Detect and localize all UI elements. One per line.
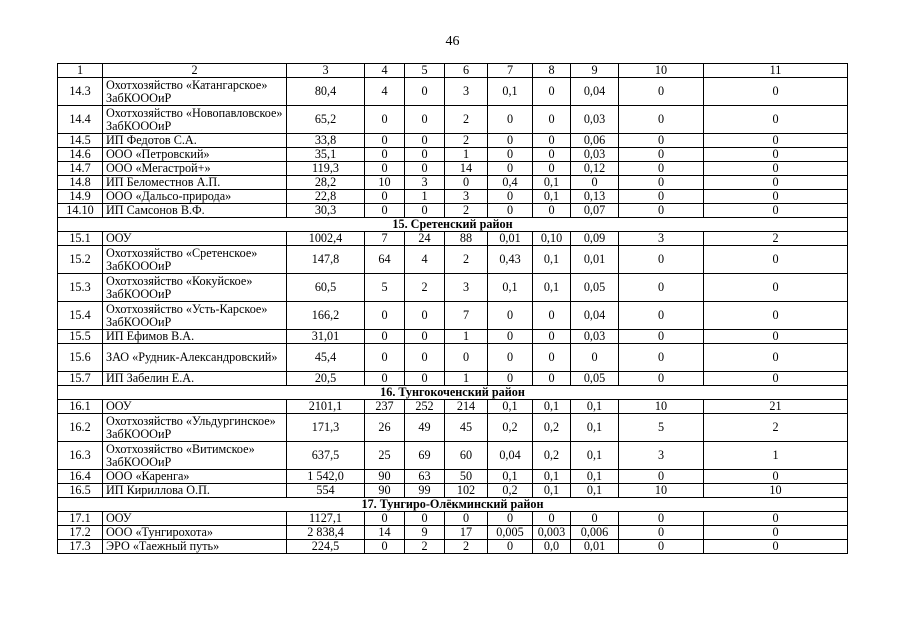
header-cell: 11: [704, 64, 848, 78]
value-cell: 252: [405, 400, 445, 414]
organization-cell: ООУ: [103, 400, 287, 414]
value-cell: 1002,4: [287, 232, 365, 246]
value-cell: 0: [704, 274, 848, 302]
value-cell: 554: [287, 484, 365, 498]
organization-cell: ООУ: [103, 232, 287, 246]
value-cell: 2: [445, 246, 488, 274]
value-cell: 0,0: [533, 540, 571, 554]
value-cell: 1127,1: [287, 512, 365, 526]
value-cell: 10: [619, 400, 704, 414]
value-cell: 0: [533, 106, 571, 134]
value-cell: 0,03: [571, 106, 619, 134]
value-cell: 24: [405, 232, 445, 246]
value-cell: 0,01: [571, 540, 619, 554]
value-cell: 0,01: [488, 232, 533, 246]
row-id-cell: 14.4: [58, 106, 103, 134]
row-id-cell: 14.5: [58, 134, 103, 148]
value-cell: 0: [405, 134, 445, 148]
organization-cell: ЗАО «Рудник-Александровский»: [103, 344, 287, 372]
value-cell: 0: [704, 540, 848, 554]
value-cell: 4: [405, 246, 445, 274]
value-cell: 7: [445, 302, 488, 330]
header-cell: 1: [58, 64, 103, 78]
value-cell: 0,03: [571, 330, 619, 344]
value-cell: 0: [365, 330, 405, 344]
value-cell: 80,4: [287, 78, 365, 106]
value-cell: 0: [704, 512, 848, 526]
value-cell: 49: [405, 414, 445, 442]
header-cell: 5: [405, 64, 445, 78]
value-cell: 0: [704, 162, 848, 176]
value-cell: 0,05: [571, 274, 619, 302]
row-id-cell: 15.2: [58, 246, 103, 274]
value-cell: 0: [704, 78, 848, 106]
value-cell: 0: [405, 302, 445, 330]
value-cell: 3: [619, 442, 704, 470]
value-cell: 0,09: [571, 232, 619, 246]
row-id-cell: 15.7: [58, 372, 103, 386]
value-cell: 637,5: [287, 442, 365, 470]
row-id-cell: 14.8: [58, 176, 103, 190]
organization-cell: ИП Ефимов В.А.: [103, 330, 287, 344]
value-cell: 2101,1: [287, 400, 365, 414]
value-cell: 0,1: [488, 400, 533, 414]
value-cell: 0: [488, 106, 533, 134]
value-cell: 0: [365, 106, 405, 134]
value-cell: 0: [405, 344, 445, 372]
value-cell: 0,43: [488, 246, 533, 274]
header-cell: 8: [533, 64, 571, 78]
value-cell: 0,1: [571, 484, 619, 498]
value-cell: 0,1: [533, 176, 571, 190]
value-cell: 0,03: [571, 148, 619, 162]
value-cell: 33,8: [287, 134, 365, 148]
table-row: [58, 134, 848, 148]
row-id-cell: 15.3: [58, 274, 103, 302]
value-cell: 0,4: [488, 176, 533, 190]
value-cell: 0: [619, 148, 704, 162]
organization-cell: ИП Кириллова О.П.: [103, 484, 287, 498]
table-row: [58, 372, 848, 386]
value-cell: 0: [405, 148, 445, 162]
value-cell: 0: [571, 176, 619, 190]
value-cell: 21: [704, 400, 848, 414]
value-cell: 0: [571, 344, 619, 372]
page-number: 46: [445, 34, 460, 49]
value-cell: 0: [365, 344, 405, 372]
value-cell: 0,2: [533, 414, 571, 442]
section-title: 16. Тунгокоченский район: [58, 386, 848, 400]
value-cell: 0: [704, 302, 848, 330]
value-cell: 0,1: [533, 470, 571, 484]
value-cell: 0: [405, 372, 445, 386]
value-cell: 0,1: [533, 484, 571, 498]
value-cell: 10: [704, 484, 848, 498]
organization-cell: Охотхозяйство «Кокуйское» ЗабКОООиР: [103, 274, 287, 302]
value-cell: 0: [445, 512, 488, 526]
value-cell: 3: [445, 190, 488, 204]
value-cell: 0: [619, 344, 704, 372]
value-cell: 14: [365, 526, 405, 540]
row-id-cell: 16.1: [58, 400, 103, 414]
value-cell: 0,1: [488, 274, 533, 302]
value-cell: 0: [619, 134, 704, 148]
value-cell: 0: [488, 134, 533, 148]
value-cell: 0: [365, 148, 405, 162]
organization-cell: Охотхозяйство «Витимское» ЗабКОООиР: [103, 442, 287, 470]
value-cell: 0,1: [488, 470, 533, 484]
organization-cell: ИП Беломестнов А.П.: [103, 176, 287, 190]
value-cell: 0: [488, 330, 533, 344]
value-cell: 0: [619, 302, 704, 330]
value-cell: 166,2: [287, 302, 365, 330]
value-cell: 0: [704, 372, 848, 386]
value-cell: 25: [365, 442, 405, 470]
value-cell: 0: [704, 330, 848, 344]
section-row: [58, 218, 848, 232]
value-cell: 3: [445, 274, 488, 302]
value-cell: 5: [619, 414, 704, 442]
value-cell: 2: [405, 540, 445, 554]
value-cell: 171,3: [287, 414, 365, 442]
table-row: [58, 330, 848, 344]
value-cell: 0,05: [571, 372, 619, 386]
value-cell: 0: [619, 274, 704, 302]
value-cell: 0: [704, 470, 848, 484]
organization-cell: ООО «Каренга»: [103, 470, 287, 484]
row-id-cell: 15.5: [58, 330, 103, 344]
value-cell: 0: [704, 190, 848, 204]
value-cell: 35,1: [287, 148, 365, 162]
value-cell: 2: [445, 540, 488, 554]
value-cell: 0,1: [533, 190, 571, 204]
data-table: [57, 63, 848, 554]
table-row: [58, 190, 848, 204]
value-cell: 0: [488, 162, 533, 176]
row-id-cell: 15.4: [58, 302, 103, 330]
value-cell: 0: [619, 526, 704, 540]
value-cell: 64: [365, 246, 405, 274]
table-row: [58, 540, 848, 554]
value-cell: 0: [405, 330, 445, 344]
table-row: [58, 484, 848, 498]
row-id-cell: 15.6: [58, 344, 103, 372]
value-cell: 3: [445, 78, 488, 106]
value-cell: 0: [365, 540, 405, 554]
value-cell: 28,2: [287, 176, 365, 190]
value-cell: 0: [704, 526, 848, 540]
value-cell: 1: [704, 442, 848, 470]
value-cell: 0: [533, 148, 571, 162]
value-cell: 26: [365, 414, 405, 442]
value-cell: 0: [704, 106, 848, 134]
value-cell: 0,04: [488, 442, 533, 470]
value-cell: 0,1: [533, 246, 571, 274]
value-cell: 0: [405, 78, 445, 106]
value-cell: 1: [405, 190, 445, 204]
table-row: [58, 512, 848, 526]
organization-cell: Охотхозяйство «Ульдургинское» ЗабКОООиР: [103, 414, 287, 442]
table-row: [58, 400, 848, 414]
value-cell: 0: [488, 148, 533, 162]
value-cell: 60: [445, 442, 488, 470]
value-cell: 1: [445, 372, 488, 386]
value-cell: 2: [445, 134, 488, 148]
value-cell: 0: [488, 540, 533, 554]
value-cell: 0: [445, 176, 488, 190]
value-cell: 0: [365, 512, 405, 526]
organization-cell: ЭРО «Таежный путь»: [103, 540, 287, 554]
value-cell: 0: [488, 302, 533, 330]
section-row: [58, 498, 848, 512]
value-cell: 0: [619, 162, 704, 176]
value-cell: 0: [365, 204, 405, 218]
organization-cell: ООО «Петровский»: [103, 148, 287, 162]
value-cell: 31,01: [287, 330, 365, 344]
value-cell: 0: [704, 204, 848, 218]
value-cell: 0: [619, 512, 704, 526]
row-id-cell: 14.3: [58, 78, 103, 106]
value-cell: 0: [619, 204, 704, 218]
value-cell: 45,4: [287, 344, 365, 372]
value-cell: 0: [619, 246, 704, 274]
table-row: [58, 232, 848, 246]
organization-cell: ИП Самсонов В.Ф.: [103, 204, 287, 218]
value-cell: 0: [704, 134, 848, 148]
header-cell: 6: [445, 64, 488, 78]
table-row: [58, 344, 848, 372]
value-cell: 9: [405, 526, 445, 540]
value-cell: 0: [365, 162, 405, 176]
value-cell: 30,3: [287, 204, 365, 218]
value-cell: 0: [488, 190, 533, 204]
value-cell: 102: [445, 484, 488, 498]
organization-cell: ООУ: [103, 512, 287, 526]
value-cell: 5: [365, 274, 405, 302]
row-id-cell: 17.3: [58, 540, 103, 554]
organization-cell: ООО «Дальсо-природа»: [103, 190, 287, 204]
organization-cell: ООО «Мегастрой+»: [103, 162, 287, 176]
value-cell: 0,006: [571, 526, 619, 540]
value-cell: 60,5: [287, 274, 365, 302]
header-cell: 2: [103, 64, 287, 78]
row-id-cell: 16.2: [58, 414, 103, 442]
row-id-cell: 17.2: [58, 526, 103, 540]
value-cell: 0,1: [533, 400, 571, 414]
value-cell: 3: [405, 176, 445, 190]
row-id-cell: 14.10: [58, 204, 103, 218]
organization-cell: Охотхозяйство «Катангарское» ЗабКОООиР: [103, 78, 287, 106]
row-id-cell: 16.5: [58, 484, 103, 498]
value-cell: 0,07: [571, 204, 619, 218]
row-id-cell: 16.4: [58, 470, 103, 484]
row-id-cell: 14.9: [58, 190, 103, 204]
value-cell: 17: [445, 526, 488, 540]
value-cell: 0: [704, 148, 848, 162]
value-cell: 0: [533, 344, 571, 372]
row-id-cell: 14.6: [58, 148, 103, 162]
value-cell: 0: [533, 162, 571, 176]
value-cell: 0,01: [571, 246, 619, 274]
value-cell: 2 838,4: [287, 526, 365, 540]
value-cell: 214: [445, 400, 488, 414]
value-cell: 0,12: [571, 162, 619, 176]
value-cell: 0: [488, 372, 533, 386]
value-cell: 0: [365, 372, 405, 386]
section-row: [58, 386, 848, 400]
value-cell: 0: [571, 512, 619, 526]
row-id-cell: 15.1: [58, 232, 103, 246]
value-cell: 0: [533, 134, 571, 148]
value-cell: 0: [533, 204, 571, 218]
value-cell: 0: [619, 176, 704, 190]
value-cell: 7: [365, 232, 405, 246]
value-cell: 0,04: [571, 302, 619, 330]
value-cell: 0,2: [488, 414, 533, 442]
value-cell: 90: [365, 470, 405, 484]
value-cell: 4: [365, 78, 405, 106]
value-cell: 14: [445, 162, 488, 176]
organization-cell: Охотхозяйство «Усть-Карское» ЗабКОООиР: [103, 302, 287, 330]
value-cell: 1: [445, 330, 488, 344]
value-cell: 0: [619, 106, 704, 134]
row-id-cell: 16.3: [58, 442, 103, 470]
value-cell: 0: [619, 540, 704, 554]
table-row: [58, 274, 848, 302]
value-cell: 0: [619, 330, 704, 344]
value-cell: 88: [445, 232, 488, 246]
value-cell: 20,5: [287, 372, 365, 386]
header-row: [58, 64, 848, 78]
value-cell: 69: [405, 442, 445, 470]
value-cell: 0: [704, 176, 848, 190]
row-id-cell: 14.7: [58, 162, 103, 176]
value-cell: 0: [533, 372, 571, 386]
table-row: [58, 106, 848, 134]
value-cell: 2: [704, 414, 848, 442]
organization-cell: Охотхозяйство «Сретенское» ЗабКОООиР: [103, 246, 287, 274]
table-body: [58, 64, 848, 554]
value-cell: 45: [445, 414, 488, 442]
table-row: [58, 470, 848, 484]
table-row: [58, 442, 848, 470]
value-cell: 0,1: [533, 274, 571, 302]
value-cell: 0: [619, 190, 704, 204]
value-cell: 0: [365, 302, 405, 330]
header-cell: 7: [488, 64, 533, 78]
value-cell: 0: [619, 372, 704, 386]
value-cell: 0,1: [571, 470, 619, 484]
value-cell: 0,10: [533, 232, 571, 246]
header-cell: 3: [287, 64, 365, 78]
value-cell: 0: [405, 106, 445, 134]
value-cell: 1 542,0: [287, 470, 365, 484]
table-row: [58, 162, 848, 176]
table-row: [58, 204, 848, 218]
header-cell: 4: [365, 64, 405, 78]
organization-cell: ООО «Тунгирохота»: [103, 526, 287, 540]
value-cell: 0: [533, 512, 571, 526]
value-cell: 237: [365, 400, 405, 414]
value-cell: 0,2: [488, 484, 533, 498]
section-title: 17. Тунгиро-Олёкминский район: [58, 498, 848, 512]
table-row: [58, 78, 848, 106]
value-cell: 0: [488, 344, 533, 372]
value-cell: 119,3: [287, 162, 365, 176]
value-cell: 10: [365, 176, 405, 190]
value-cell: 0: [619, 78, 704, 106]
table-row: [58, 176, 848, 190]
organization-cell: Охотхозяйство «Новопавловское» ЗабКОООиР: [103, 106, 287, 134]
table-row: [58, 246, 848, 274]
value-cell: 63: [405, 470, 445, 484]
value-cell: 2: [445, 204, 488, 218]
value-cell: 0,1: [488, 78, 533, 106]
value-cell: 50: [445, 470, 488, 484]
value-cell: 0: [445, 344, 488, 372]
value-cell: 0,13: [571, 190, 619, 204]
value-cell: 90: [365, 484, 405, 498]
value-cell: 0: [488, 204, 533, 218]
value-cell: 0: [405, 162, 445, 176]
organization-cell: ИП Федотов С.А.: [103, 134, 287, 148]
value-cell: 0: [405, 512, 445, 526]
value-cell: 2: [704, 232, 848, 246]
value-cell: 0: [533, 302, 571, 330]
value-cell: 0,1: [571, 414, 619, 442]
value-cell: 0: [619, 470, 704, 484]
value-cell: 0: [704, 246, 848, 274]
value-cell: 224,5: [287, 540, 365, 554]
value-cell: 2: [405, 274, 445, 302]
value-cell: 0,003: [533, 526, 571, 540]
table-row: [58, 302, 848, 330]
value-cell: 0: [704, 344, 848, 372]
value-cell: 0: [405, 204, 445, 218]
value-cell: 99: [405, 484, 445, 498]
organization-cell: ИП Забелин Е.А.: [103, 372, 287, 386]
value-cell: 1: [445, 148, 488, 162]
table-row: [58, 414, 848, 442]
value-cell: 0: [365, 190, 405, 204]
value-cell: 0,1: [571, 400, 619, 414]
value-cell: 0,2: [533, 442, 571, 470]
value-cell: 0: [365, 134, 405, 148]
table-row: [58, 148, 848, 162]
value-cell: 2: [445, 106, 488, 134]
value-cell: 0: [533, 330, 571, 344]
value-cell: 22,8: [287, 190, 365, 204]
value-cell: 65,2: [287, 106, 365, 134]
value-cell: 0,04: [571, 78, 619, 106]
header-cell: 9: [571, 64, 619, 78]
value-cell: 10: [619, 484, 704, 498]
table-row: [58, 526, 848, 540]
value-cell: 0: [533, 78, 571, 106]
value-cell: 0,06: [571, 134, 619, 148]
value-cell: 0: [488, 512, 533, 526]
value-cell: 0,1: [571, 442, 619, 470]
value-cell: 3: [619, 232, 704, 246]
value-cell: 147,8: [287, 246, 365, 274]
header-cell: 10: [619, 64, 704, 78]
row-id-cell: 17.1: [58, 512, 103, 526]
section-title: 15. Сретенский район: [58, 218, 848, 232]
value-cell: 0,005: [488, 526, 533, 540]
